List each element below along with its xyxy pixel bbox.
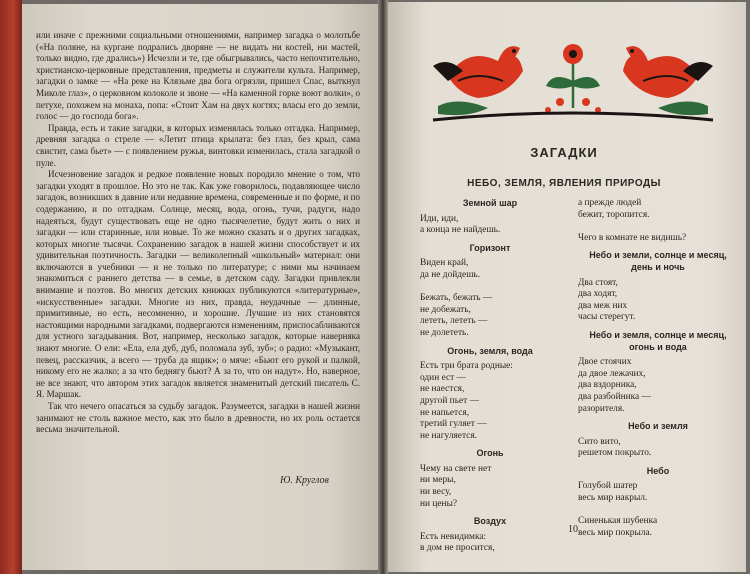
riddle-text: Два стоят, два ходят, два меж них часы стерегут. bbox=[578, 277, 636, 323]
author-signature: Ю. Круглов bbox=[280, 475, 329, 486]
section-subtitle: НЕБО, ЗЕМЛЯ, ЯВЛЕНИЯ ПРИРОДЫ bbox=[467, 178, 661, 189]
right-bird-icon bbox=[623, 46, 713, 115]
riddle-text: а прежде людей бежит, торопится. Чего в комнате не видишь? bbox=[578, 198, 687, 243]
paragraph: Правда, есть и такие загадки, в которых изменялась только отгадка. Например, древняя загадка о стреле — «Летит птица крылата: без глаз, без крыл, сама свистит, сама бьет» — с появлением ружья, винтовки изменилась, стала загадкой о пуле. bbox=[36, 122, 360, 168]
page-number: 10 bbox=[568, 524, 578, 535]
flower-icon bbox=[545, 44, 601, 113]
riddles-right-column bbox=[578, 198, 738, 545]
riddle-text: Чему на свете нет ни меры, ни весу, ни цены? bbox=[420, 463, 492, 509]
riddle-heading: Небо и земля, солнце и месяц, огонь и вода bbox=[589, 329, 727, 352]
riddle-heading: Воздух bbox=[473, 516, 507, 527]
riddle-heading: Небо и земли, солнце и месяц, день и ночь bbox=[589, 250, 727, 272]
riddle-text: Двое стоячих да двое лежачих, два вздорника, два разбойника — разорителя. bbox=[578, 357, 651, 414]
riddle-heading: Огонь bbox=[476, 448, 504, 459]
riddle-text: Виден край, да не дойдешь. Бежать, бежать — не добежать, лететь, лететь — не долететь. bbox=[420, 258, 493, 338]
paragraph: Так что нечего опасаться за судьбу загадок. Разумеется, загадки в нашей жизни занимают не столь важное место, как это было в древности, но их роль остается весьма значительной. bbox=[36, 401, 360, 435]
riddle-text: Есть невидимка: в дом не просится, bbox=[420, 531, 495, 554]
riddle-heading: Горизонт bbox=[469, 242, 511, 253]
riddle-heading: Огонь, земля, вода bbox=[447, 345, 533, 356]
paragraph: или иначе с прежними социальными отношениями, например загадка о молотьбе («На поляне, на кургане подрались дворяне — не видать ни костей, ни мастей, только видно, где дрались») Исчезли и те, где обыгрывались, часто непочтительно, христианско-церковные представления, предметы и служители культа. Например, загадки о замке — «На реке на Клязьме два бога огрязли, пришел Спас, выткнул Миколе глаз», о церковном колоколе и звоне — «На каменной горке воют волки», о петухе, похожем на монаха, попа: «Стоит Хам на двух когтях; власы его до земли, голос — до господа бога». bbox=[36, 30, 360, 122]
riddle-heading: Небо и земля bbox=[628, 421, 688, 432]
folk-bird-ornament bbox=[428, 36, 718, 126]
left-page-text bbox=[36, 30, 360, 436]
riddle-heading: Земной шар bbox=[462, 198, 518, 208]
riddle-text: Сито вито, решетом покрыто. bbox=[578, 436, 652, 459]
book-cover-edge bbox=[0, 0, 22, 574]
riddle-text: Есть три брата родные: один ест — не наестся, другой пьет — не напьется, третий гуляет — не нагуляется. bbox=[420, 361, 513, 441]
riddle-text: Иди, иди, а конца не найдешь. bbox=[420, 213, 501, 236]
riddle-text: Голубой шатер весь мир накрыл. Синенькая шубенка весь мир покрыла. bbox=[578, 481, 658, 538]
paragraph: Исчезновение загадок и редкое появление новых породило мнение о том, что загадки уходят в прошлое. Но это не так. Как уже говорилось, подавляющее число загадок, возникших в давние или недавние времена, современные и по форме, и по содержанию, и по отгадкам. Солнце, месяц, вода, огонь, тучи, радуги, надо надеяться, будут существовать еще не одно тысячелетие, будут жить о них и загадки — или старинные, или новые. То же можно сказать и о других загадках, которых многие тысячи. Сохранению загадок в нашей жизни способствует и их удивительная поэтичность. Загадки — великолепный «школьный» материал: они включаются в учебники — и не только по литературе; с ними мы начинаем знакомиться с раннего детства — в семье, в детском саду. Загадки привлекли внимание и поэтов. Во многих детских книжках публикуются «литературные», «искусственные» загадки. Многие из них, правда, неудачные — длинные, примитивные, но есть, несомненно, и хорошие. Лучшие из них становятся настоящими народными загадками, подвергаются изменениям, приспосабливаются для устного загадывания. Вот, например, несколько загадок, которые наверняка знают многие. О ели: «Ела, ела дуб, дуб, поломала зуб, зуб»; о радио: «Музыкант, певец, рассказчик, а всего — труба да ящик»; о мяче: «Бьют его рукой и палкой, никому его не жалко; а за что беднягу бьют? А за то, что он надут». Но, наверное, не все знают, что автором этих загадок является знаменитый детский писатель С. Я. Маршак. bbox=[36, 169, 360, 400]
riddles-left-column bbox=[420, 198, 560, 561]
riddle-heading: Небо bbox=[646, 465, 670, 476]
left-bird-icon bbox=[433, 46, 523, 115]
page-title: ЗАГАДКИ bbox=[530, 145, 598, 160]
book-gutter bbox=[378, 0, 388, 574]
